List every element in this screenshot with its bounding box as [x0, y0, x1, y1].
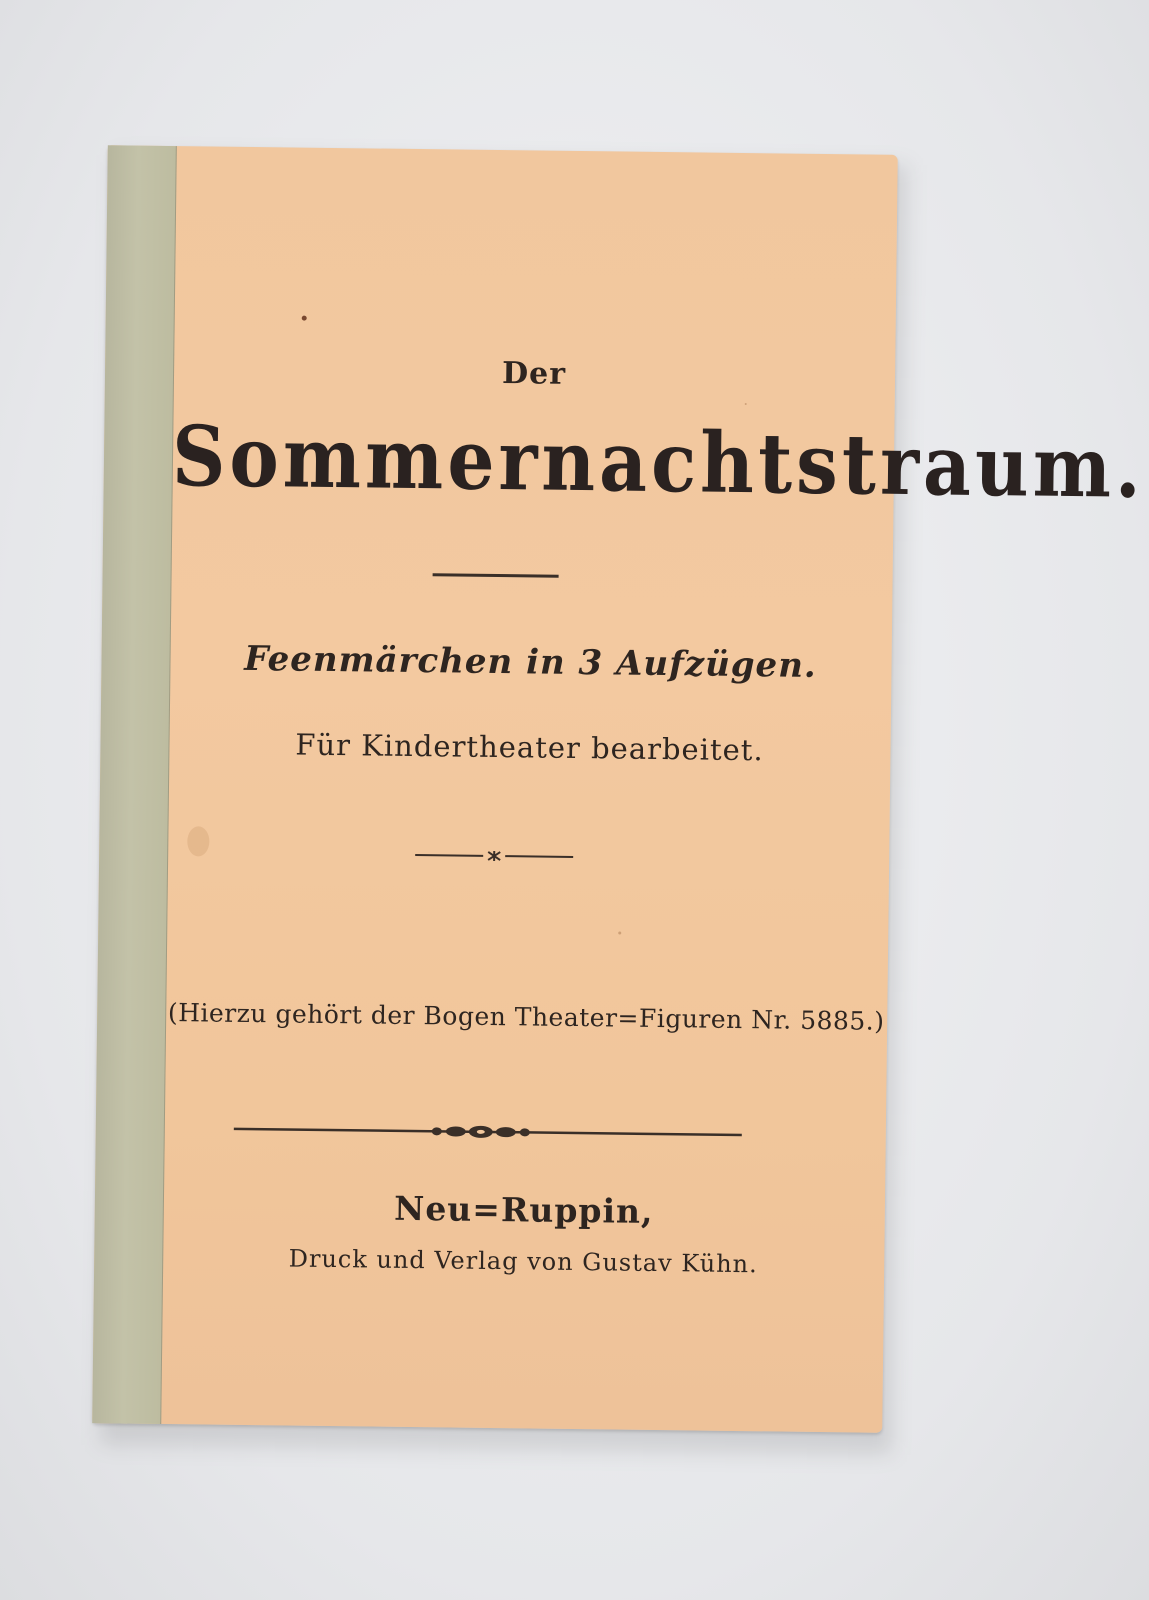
publisher-city: Neu=Ruppin,: [393, 1188, 654, 1231]
figures-note: (Hierzu gehört der Bogen Theater=Figuren Nr. 5885.): [167, 998, 885, 1036]
paper-speck: [745, 403, 747, 405]
paper-speck: [618, 932, 621, 935]
cloth-spine: [92, 145, 177, 1424]
title-rule: [433, 573, 559, 578]
ornamental-divider: [234, 1121, 742, 1143]
book-title: Sommernachtstraum.: [171, 408, 1146, 518]
star-divider: [415, 849, 573, 863]
paper-speck: [302, 316, 307, 321]
subtitle: Feenmärchen in 3 Aufzügen.: [244, 638, 818, 686]
title-article: Der: [501, 356, 567, 392]
publisher-imprint: Druck und Verlag von Gustav Kühn.: [288, 1244, 758, 1279]
booklet-cover: [92, 145, 1146, 1433]
subtitle-adaptation: Für Kindertheater bearbeitet.: [295, 727, 764, 768]
paper-speck: [187, 826, 209, 856]
